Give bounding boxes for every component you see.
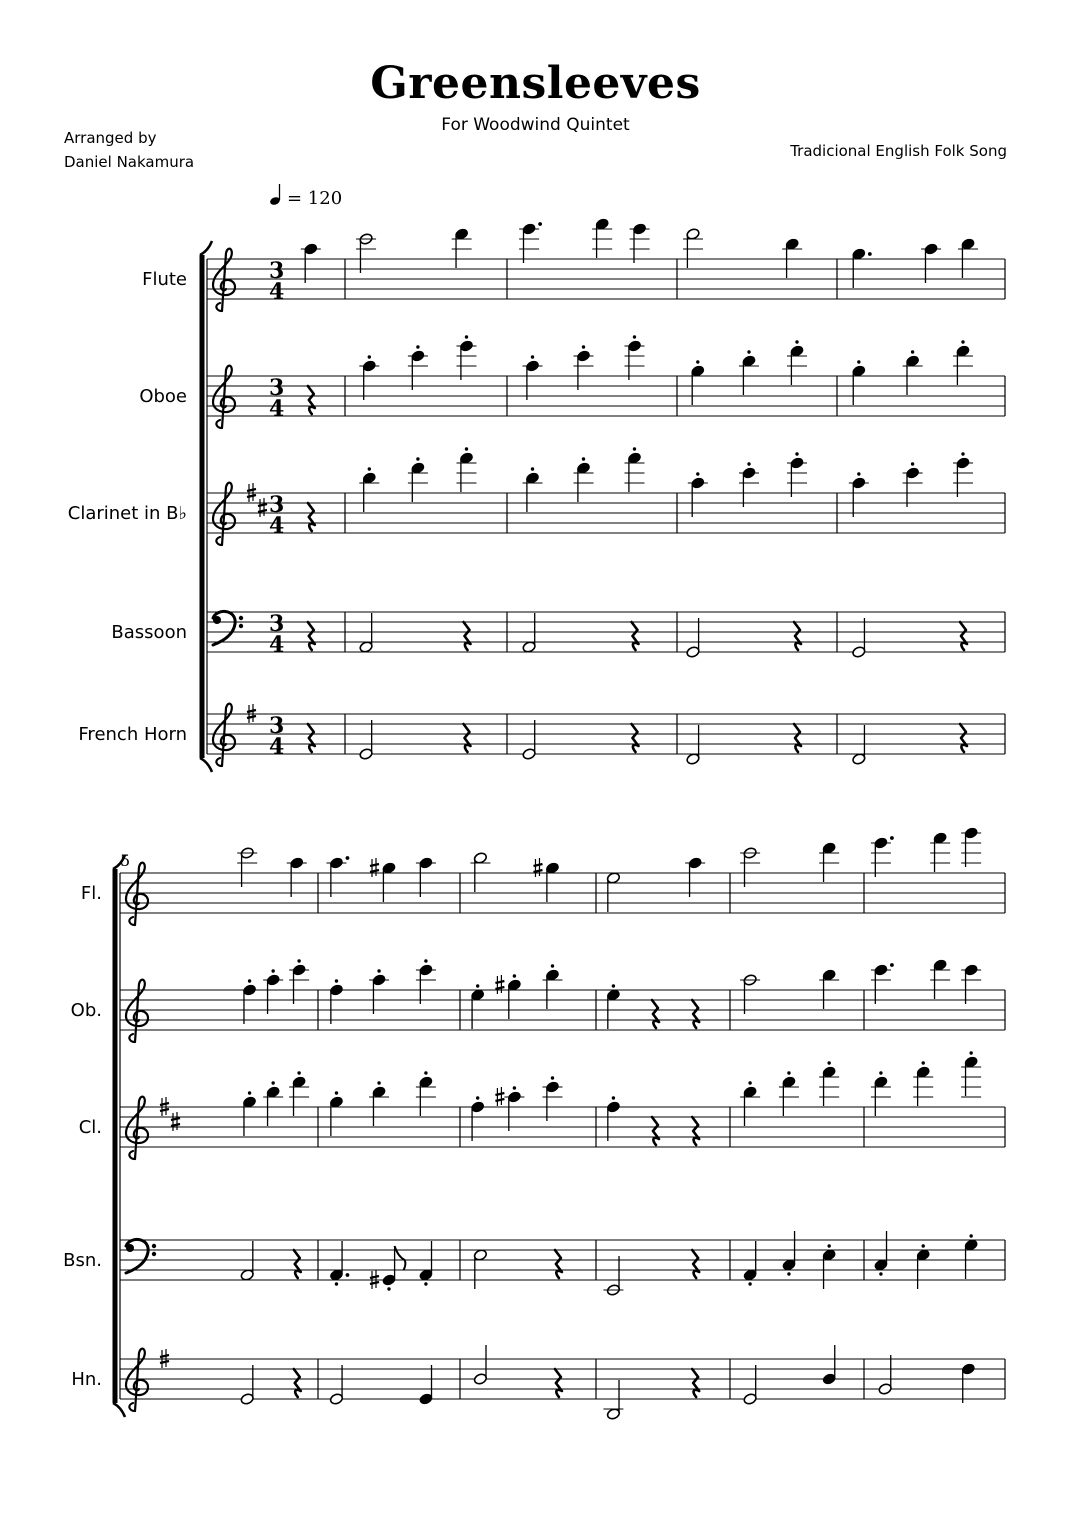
note: [419, 1365, 433, 1405]
note: [452, 228, 472, 268]
note: [457, 335, 477, 380]
note: [961, 1051, 981, 1097]
time-signature-denominator: 4: [269, 513, 285, 539]
sharp-icon: [495, 1087, 504, 1106]
note: [519, 222, 542, 263]
note: [263, 969, 283, 1014]
note: [625, 335, 645, 380]
note: [289, 959, 309, 1004]
note: [359, 720, 373, 760]
staccato-dot: [465, 447, 468, 450]
instrument-name: Flute: [142, 269, 187, 290]
instrument-name: Fl.: [80, 883, 102, 904]
time-signature-numerator: 3: [269, 375, 285, 401]
note: [416, 1071, 436, 1116]
note: [606, 872, 620, 912]
time-signature-numerator: 3: [269, 611, 285, 637]
staff-bassoon: [111, 611, 1005, 658]
note: [473, 1249, 487, 1289]
staff-flute: [142, 218, 1005, 311]
note: [953, 452, 973, 497]
sharp-icon: [171, 1112, 180, 1131]
note: [953, 340, 973, 385]
staccato-dot: [787, 1071, 790, 1074]
note: [240, 1241, 254, 1281]
staccato-dot: [424, 959, 427, 962]
note: [470, 984, 484, 1029]
note: [961, 964, 981, 1004]
quarter-rest-icon: [555, 1250, 562, 1278]
note: [242, 1091, 256, 1136]
note: [470, 852, 490, 892]
staff-clarinet-in-b: [68, 447, 1005, 545]
staccato-dot: [387, 1287, 390, 1290]
quarter-rest-icon: [555, 1369, 562, 1397]
note: [603, 1256, 623, 1296]
treble-clef-icon: [213, 366, 235, 428]
note: [592, 218, 612, 258]
note: [782, 238, 802, 278]
note: [329, 1091, 343, 1136]
staccato-dot: [582, 345, 585, 348]
note: [852, 248, 872, 288]
note: [871, 1071, 891, 1116]
note: [370, 858, 396, 902]
note: [903, 462, 923, 507]
quarter-rest-icon: [294, 1369, 301, 1397]
note: [688, 472, 708, 517]
note: [369, 1081, 389, 1126]
note: [961, 827, 981, 867]
note: [779, 1071, 799, 1116]
note: [685, 857, 705, 897]
note: [419, 1241, 433, 1286]
staccato-dot: [476, 984, 479, 987]
note: [606, 984, 620, 1029]
staccato-dot: [911, 350, 914, 353]
instrument-name: Ob.: [70, 1000, 102, 1021]
quarter-rest-icon: [960, 622, 967, 650]
note: [958, 238, 978, 278]
note: [359, 613, 373, 653]
time-signature: [269, 492, 284, 539]
note: [457, 447, 477, 492]
note: [263, 1081, 283, 1126]
note: [289, 1071, 309, 1116]
treble-clef-icon: [126, 980, 148, 1042]
staccato-dot: [531, 355, 534, 358]
system-bracket: [200, 241, 212, 772]
note: [301, 243, 321, 283]
note: [574, 457, 594, 502]
staccato-dot: [297, 959, 300, 962]
note: [416, 857, 436, 897]
staccato-dot: [911, 462, 914, 465]
note: [326, 856, 349, 897]
note: [606, 1096, 620, 1141]
note: [852, 618, 866, 658]
quarter-rest-icon: [794, 724, 801, 752]
staccato-dot: [377, 969, 380, 972]
note: [630, 223, 650, 263]
note: [473, 1345, 487, 1385]
staccato-dot: [879, 1071, 882, 1074]
treble-clef-icon: [126, 1097, 148, 1159]
note: [878, 1355, 892, 1395]
treble-clef-icon: [126, 863, 148, 925]
instrument-name: Bsn.: [63, 1250, 102, 1271]
sharp-icon: [258, 498, 267, 517]
note: [603, 1380, 623, 1420]
staccato-dot: [795, 452, 798, 455]
quarter-rest-icon: [464, 724, 471, 752]
staccato-dot: [857, 472, 860, 475]
staccato-dot: [377, 1081, 380, 1084]
note: [329, 1241, 349, 1286]
note: [542, 964, 562, 1009]
quarter-rest-icon: [652, 1000, 659, 1028]
staff-cl: [79, 1051, 1005, 1159]
treble-clef-icon: [213, 249, 235, 311]
staccato-dot: [465, 335, 468, 338]
note: [408, 457, 428, 502]
staccato-dot: [368, 467, 371, 470]
note: [852, 360, 866, 405]
note: [740, 974, 760, 1014]
staccato-dot: [476, 1096, 479, 1099]
staccato-dot: [961, 452, 964, 455]
note: [871, 963, 894, 1004]
sharp-icon: [495, 975, 504, 994]
note: [849, 472, 869, 517]
system-1: [68, 218, 1005, 772]
quarter-rest-icon: [308, 386, 315, 414]
quarter-rest-icon: [692, 1250, 699, 1278]
time-signature-denominator: 4: [269, 396, 285, 422]
time-signature: [269, 611, 284, 658]
staccato-dot: [335, 979, 338, 982]
quarter-rest-icon: [692, 1117, 699, 1145]
note: [819, 1061, 839, 1106]
note: [819, 969, 839, 1009]
instrument-name: French Horn: [78, 724, 187, 745]
tempo-text: = 120: [287, 188, 343, 209]
note: [822, 1345, 836, 1385]
staff-hn: [71, 1345, 1005, 1420]
quarter-rest-icon: [308, 724, 315, 752]
treble-clef-icon: [213, 704, 235, 766]
note: [242, 979, 256, 1024]
time-signature: [269, 375, 284, 422]
quarter-rest-icon: [308, 622, 315, 650]
instrument-name: Bassoon: [111, 622, 187, 643]
quarter-rest-icon: [464, 622, 471, 650]
note: [370, 1246, 405, 1291]
note: [523, 467, 543, 512]
staccato-dot: [747, 350, 750, 353]
staccato-dot: [696, 360, 699, 363]
note: [359, 467, 379, 512]
staccato-dot: [612, 984, 615, 987]
staccato-dot: [513, 974, 516, 977]
staccato-dot: [969, 1051, 972, 1054]
instrument-name: Hn.: [71, 1369, 102, 1390]
note: [930, 832, 950, 872]
staccato-dot: [335, 1282, 338, 1285]
time-signature-numerator: 3: [269, 492, 285, 518]
note: [871, 836, 894, 877]
staff-fl: [81, 827, 1005, 925]
note: [787, 452, 807, 497]
note: [819, 842, 839, 882]
staccato-dot: [747, 462, 750, 465]
system-bracket: [113, 855, 125, 1417]
note: [574, 345, 594, 390]
staccato-dot: [531, 467, 534, 470]
note: [782, 1231, 796, 1276]
note: [359, 355, 379, 400]
staccato-dot: [271, 969, 274, 972]
note: [787, 340, 807, 385]
note: [874, 1231, 888, 1276]
staff-bsn: [63, 1231, 1005, 1296]
staccato-dot: [748, 1282, 751, 1285]
staccato-dot: [248, 979, 251, 982]
note: [852, 725, 866, 765]
composer-credit: Tradicional English Folk Song: [790, 142, 1007, 160]
note: [822, 1244, 836, 1289]
quarter-rest-icon: [308, 503, 315, 531]
quarter-rest-icon: [794, 622, 801, 650]
note: [329, 1365, 343, 1405]
quarter-rest-icon: [294, 1250, 301, 1278]
arranger-name: Daniel Nakamura: [64, 153, 195, 171]
score-title: Greensleeves: [370, 58, 701, 109]
staccato-dot: [582, 457, 585, 460]
sharp-icon: [533, 858, 542, 877]
note: [961, 1363, 975, 1403]
staccato-dot: [335, 1091, 338, 1094]
note: [903, 350, 923, 395]
note: [691, 360, 705, 405]
staff-ob: [71, 959, 1005, 1042]
note: [329, 979, 343, 1024]
note: [408, 345, 428, 390]
note: [523, 355, 543, 400]
staccato-dot: [513, 1086, 516, 1089]
time-signature-numerator: 3: [269, 258, 285, 284]
note: [739, 350, 759, 395]
arranger-label: Arranged by: [64, 129, 157, 147]
quarter-rest-icon: [632, 724, 639, 752]
note: [522, 613, 536, 653]
time-signature: [269, 713, 284, 760]
staccato-dot: [857, 360, 860, 363]
quarter-rest-icon: [632, 622, 639, 650]
staccato-dot: [612, 1096, 615, 1099]
note: [740, 847, 760, 887]
staff-french-horn: [78, 704, 1005, 766]
instrument-name: Cl.: [78, 1117, 102, 1138]
staccato-dot: [271, 1081, 274, 1084]
staccato-dot: [551, 964, 554, 967]
staccato-dot: [827, 1061, 830, 1064]
note: [625, 447, 645, 492]
treble-clef-icon: [213, 483, 235, 545]
note: [921, 243, 941, 283]
note: [686, 725, 700, 765]
staccato-dot: [787, 1272, 790, 1275]
quarter-rest-icon: [692, 1000, 699, 1028]
staccato-dot: [961, 340, 964, 343]
staccato-dot: [696, 472, 699, 475]
time-signature-numerator: 3: [269, 713, 285, 739]
staccato-dot: [424, 1282, 427, 1285]
instrument-name: Clarinet in B♭: [67, 503, 187, 524]
staccato-dot: [633, 335, 636, 338]
staccato-dot: [748, 1081, 751, 1084]
staccato-dot: [633, 447, 636, 450]
system-2: [63, 827, 1005, 1421]
bass-clef-icon: [126, 1239, 156, 1273]
note: [743, 1241, 757, 1286]
bass-clef-icon: [213, 611, 243, 645]
staccato-dot: [795, 340, 798, 343]
time-signature: [269, 258, 284, 305]
note: [533, 858, 559, 902]
staccato-dot: [969, 1234, 972, 1237]
note: [240, 1365, 254, 1405]
time-signature-denominator: 4: [269, 734, 285, 760]
staccato-dot: [827, 1244, 830, 1247]
note: [356, 233, 376, 273]
quarter-rest-icon: [960, 724, 967, 752]
note: [495, 1086, 524, 1131]
staccato-dot: [879, 1272, 882, 1275]
note: [495, 974, 521, 1019]
tempo-marking: [269, 184, 342, 209]
note: [416, 959, 436, 1004]
note: [522, 720, 536, 760]
treble-clef-icon: [126, 1349, 148, 1411]
quarter-rest-icon: [652, 1117, 659, 1145]
note: [964, 1234, 978, 1279]
note: [913, 1061, 933, 1106]
note: [237, 847, 257, 887]
note: [740, 1081, 760, 1126]
note: [369, 969, 389, 1014]
instrument-name: Oboe: [139, 386, 187, 407]
time-signature-denominator: 4: [269, 279, 285, 305]
staccato-dot: [424, 1071, 427, 1074]
note: [739, 462, 759, 507]
quarter-rest-icon: [692, 1369, 699, 1397]
note: [542, 1076, 562, 1121]
note: [686, 618, 700, 658]
note: [743, 1365, 757, 1405]
note: [470, 1096, 484, 1141]
score-subtitle: For Woodwind Quintet: [441, 115, 630, 135]
time-signature-denominator: 4: [269, 632, 285, 658]
staff-oboe: [139, 335, 1005, 428]
staccato-dot: [368, 355, 371, 358]
sharp-icon: [370, 858, 379, 877]
note: [287, 857, 307, 897]
staccato-dot: [248, 1091, 251, 1094]
staccato-dot: [416, 457, 419, 460]
staccato-dot: [922, 1244, 925, 1247]
measure-number: 5: [120, 851, 131, 870]
staccato-dot: [416, 345, 419, 348]
note: [683, 228, 703, 268]
note: [916, 1244, 930, 1289]
staccato-dot: [551, 1076, 554, 1079]
note: [930, 959, 950, 999]
staccato-dot: [297, 1071, 300, 1074]
staccato-dot: [922, 1061, 925, 1064]
